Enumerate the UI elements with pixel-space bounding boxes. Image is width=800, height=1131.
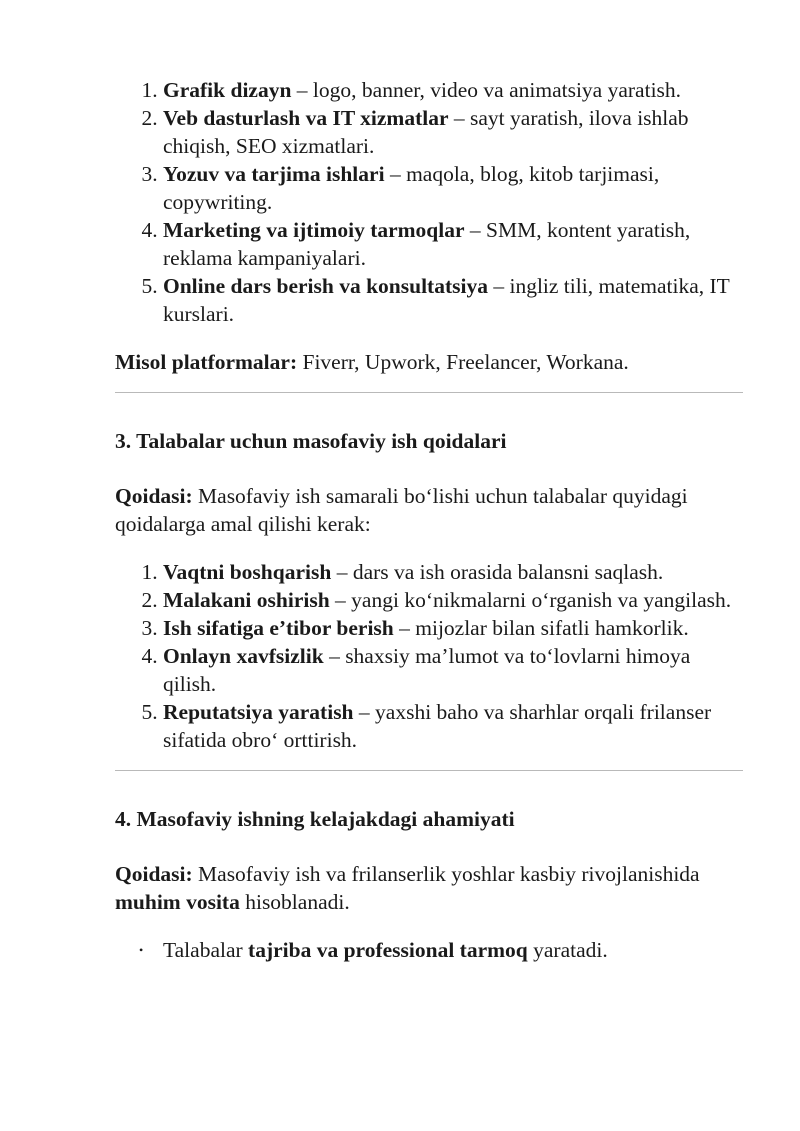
list-item-title: Marketing va ijtimoiy tarmoqlar	[163, 218, 465, 242]
list-item-description: – mijozlar bilan sifatli hamkorlik.	[393, 616, 689, 640]
list-item-description: – logo, banner, video va animatsiya yaratish.	[291, 78, 682, 102]
document-page	[115, 76, 745, 964]
list-item	[163, 558, 745, 586]
section-heading: 3. Talabalar uchun masofaviy ish qoidalari	[115, 429, 507, 453]
section-divider	[115, 770, 743, 771]
list-item-description: – shaxsiy ma’lumot va to‘lovlarni himoya qilish.	[163, 644, 691, 696]
list-item	[163, 76, 745, 104]
bullet-item	[139, 936, 745, 964]
bullet-item-emphasis: tajriba va professional tarmoq	[248, 938, 528, 962]
list-item-description: – maqola, blog, kitob tarjimasi, copywriting.	[163, 162, 660, 214]
section-heading: 4. Masofaviy ishning kelajakdagi ahamiyati	[115, 807, 515, 831]
list-item-description: – SMM, kontent yaratish, reklama kampaniyalari.	[163, 218, 691, 270]
list-item-title: Grafik dizayn	[163, 78, 292, 102]
list-item-title: Ish sifatiga e’tibor berish	[163, 616, 394, 640]
list-item-description: – dars va ish orasida balansni saqlash.	[331, 560, 664, 584]
list-item-description: – ingliz tili, matematika, IT kurslari.	[163, 274, 730, 326]
rule-label: Qoidasi:	[115, 862, 193, 886]
rule-text-end: hisoblanadi.	[239, 890, 350, 914]
platform-examples	[115, 348, 745, 376]
bullet-list	[115, 936, 745, 964]
rule-paragraph	[115, 860, 745, 916]
services-list	[115, 76, 745, 328]
bullet-item-prefix: Talabalar	[163, 938, 249, 962]
list-item-title: Malakani oshirish	[163, 588, 330, 612]
platform-examples-text: Fiverr, Upwork, Freelancer, Workana.	[297, 350, 629, 374]
list-item-title: Reputatsiya yaratish	[163, 700, 354, 724]
list-item	[163, 614, 745, 642]
list-item-title: Veb dasturlash va IT xizmatlar	[163, 106, 449, 130]
list-item	[163, 216, 745, 272]
list-item-title: Yozuv va tarjima ishlari	[163, 162, 385, 186]
list-item	[163, 272, 745, 328]
list-item-description: – yaxshi baho va sharhlar orqali frilanser sifatida obro‘ orttirish.	[163, 700, 712, 752]
list-item-title: Vaqtni boshqarish	[163, 560, 332, 584]
list-item-description: – yangi ko‘nikmalarni o‘rganish va yangilash.	[329, 588, 732, 612]
list-item	[163, 104, 745, 160]
rule-label: Qoidasi:	[115, 484, 193, 508]
bullet-icon: •	[139, 943, 144, 957]
bullet-item-suffix: yaratadi.	[527, 938, 608, 962]
rule-paragraph	[115, 482, 745, 538]
list-item	[163, 698, 745, 754]
list-item	[163, 642, 745, 698]
section-divider	[115, 392, 743, 393]
list-item-title: Online dars berish va konsultatsiya	[163, 274, 488, 298]
list-item	[163, 160, 745, 216]
rules-list	[115, 558, 745, 754]
list-item	[163, 586, 745, 614]
list-item-description: – sayt yaratish, ilova ishlab chiqish, SEO xizmatlari.	[163, 106, 689, 158]
rule-text: Masofaviy ish va frilanserlik yoshlar kasbiy rivojlanishida	[192, 862, 700, 886]
platform-examples-label: Misol platformalar:	[115, 350, 298, 374]
rule-emphasis: muhim vosita	[115, 890, 240, 914]
list-item-title: Onlayn xavfsizlik	[163, 644, 324, 668]
rule-text: Masofaviy ish samarali bo‘lishi uchun talabalar quyidagi qoidalarga amal qilishi kerak:	[115, 484, 688, 536]
